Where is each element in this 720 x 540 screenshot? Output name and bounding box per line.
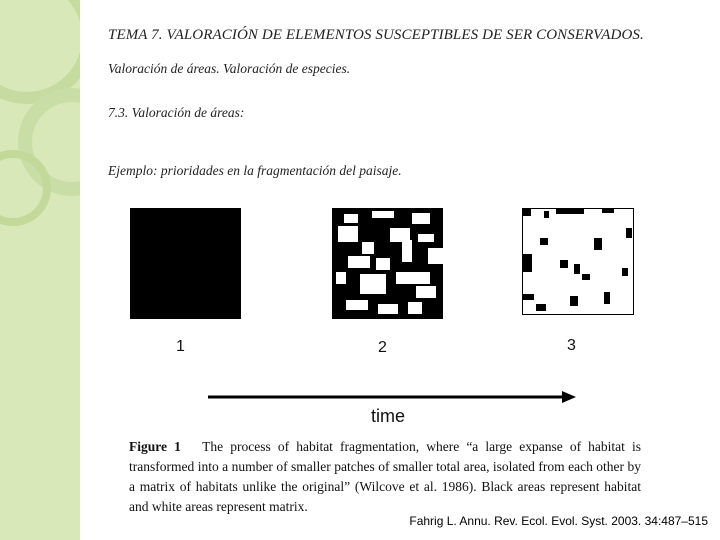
panel-1-habitat bbox=[130, 208, 241, 319]
figure-caption-text: The process of habitat fragmentation, where “a large expanse of habitat is transformed into a number of smaller patches of smaller total area, isolated from each other by a matrix of habitats unlike the original” (Wilcove et al. 1986). Black areas represent habitat and white areas represent matrix. bbox=[129, 439, 642, 514]
section-heading: 7.3. Valoración de áreas: bbox=[108, 105, 245, 120]
panel-3-label: 3 bbox=[567, 337, 576, 354]
slide-subtitle: Valoración de áreas. Valoración de especies. bbox=[108, 61, 351, 76]
panel-1-label: 1 bbox=[176, 338, 185, 355]
citation-credit: Fahrig L. Annu. Rev. Ecol. Evol. Syst. 2003. 34:487–515 bbox=[409, 514, 708, 528]
figure-caption-label: Figure 1 bbox=[129, 439, 181, 454]
panel-2-label: 2 bbox=[378, 339, 387, 356]
panel-2-habitat bbox=[332, 208, 443, 319]
time-arrow bbox=[208, 390, 576, 404]
example-text: Ejemplo: prioridades en la fragmentación del paisaje. bbox=[108, 163, 402, 178]
slide-title: TEMA 7. VALORACIÓN DE ELEMENTOS SUSCEPTIBLES DE SER CONSERVADOS. bbox=[108, 27, 644, 43]
panel-3-habitat bbox=[522, 208, 634, 315]
time-axis-label: time bbox=[371, 406, 406, 426]
decorative-sidebar bbox=[0, 0, 80, 540]
figure-caption bbox=[129, 437, 641, 517]
